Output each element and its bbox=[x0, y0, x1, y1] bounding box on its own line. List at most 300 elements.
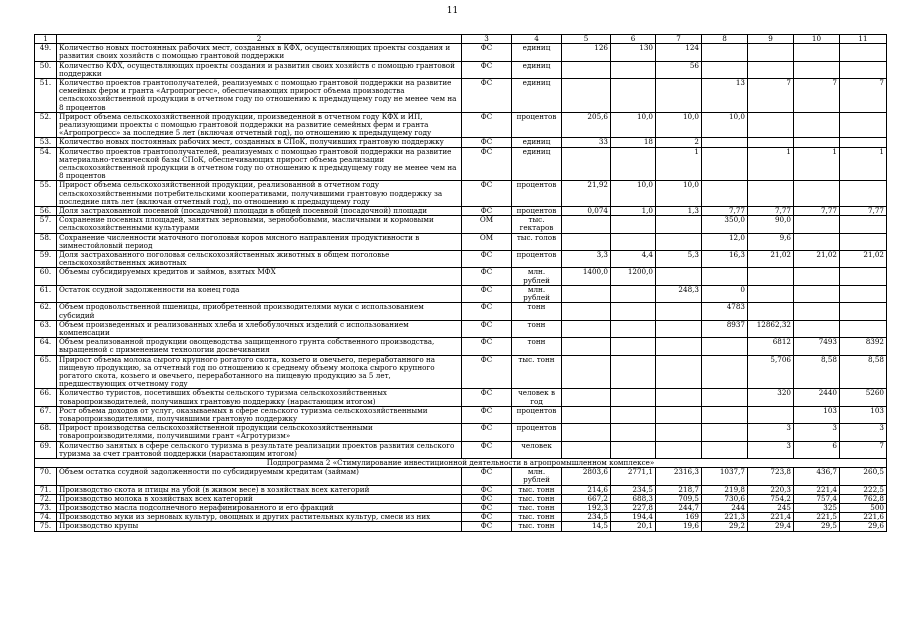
indicator-name: Объем произведенных и реализованных хлеба и хлебобулочных изделий с использованием компенсации bbox=[57, 320, 462, 337]
value-cell: 1200,0 bbox=[611, 268, 656, 285]
value-cell bbox=[656, 389, 702, 406]
indicator-name: Производство масла подсолнечного нерафинированного и его фракций bbox=[57, 503, 462, 512]
unit: тыс. тонн bbox=[512, 503, 562, 512]
value-cell: 220,3 bbox=[748, 485, 794, 494]
row-number: 69. bbox=[35, 441, 57, 458]
value-cell bbox=[562, 79, 611, 113]
value-cell: 500 bbox=[840, 503, 887, 512]
value-cell bbox=[656, 216, 702, 233]
unit: млн. рублей bbox=[512, 468, 562, 485]
value-cell: 8392 bbox=[840, 338, 887, 355]
value-cell: 12,0 bbox=[702, 233, 748, 250]
value-cell: 7 bbox=[840, 79, 887, 113]
value-cell bbox=[562, 441, 611, 458]
value-cell: 10,0 bbox=[611, 181, 656, 207]
row-number: 63. bbox=[35, 320, 57, 337]
value-cell: 762,8 bbox=[840, 494, 887, 503]
value-cell bbox=[840, 138, 887, 147]
value-cell: 221,4 bbox=[748, 513, 794, 522]
value-cell bbox=[562, 320, 611, 337]
table-row bbox=[35, 79, 887, 113]
value-cell bbox=[794, 216, 840, 233]
unit: единиц bbox=[512, 138, 562, 147]
value-cell bbox=[562, 216, 611, 233]
value-cell: 7,77 bbox=[840, 207, 887, 216]
source-code: ОМ bbox=[462, 216, 512, 233]
value-cell bbox=[748, 285, 794, 302]
value-cell: 709,5 bbox=[656, 494, 702, 503]
value-cell bbox=[794, 44, 840, 61]
value-cell: 205,6 bbox=[562, 112, 611, 138]
table-row bbox=[35, 389, 887, 406]
indicator-name: Количество проектов грантополучателей, реализуемых с помощью грантовой поддержки на развитие семейных ферм и гранта «Агропрогресс», обеспечивающих прирост объема производства сельскохозяйственной продукции в отчетном году по отношению к предыдущему году не менее чем на 8 процентов bbox=[57, 79, 462, 113]
table-row bbox=[35, 424, 887, 441]
table-row bbox=[35, 522, 887, 531]
indicator-name: Производство скота и птицы на убой (в живом весе) в хозяйствах всех категорий bbox=[57, 485, 462, 494]
unit: тонн bbox=[512, 303, 562, 320]
row-number: 72. bbox=[35, 494, 57, 503]
row-number: 60. bbox=[35, 268, 57, 285]
unit: процентов bbox=[512, 112, 562, 138]
value-cell: 4783 bbox=[702, 303, 748, 320]
value-cell bbox=[611, 406, 656, 423]
value-cell bbox=[702, 138, 748, 147]
value-cell bbox=[611, 285, 656, 302]
column-number-10: 10 bbox=[794, 35, 840, 44]
unit: единиц bbox=[512, 147, 562, 181]
table-row bbox=[35, 494, 887, 503]
value-cell bbox=[702, 389, 748, 406]
column-number-8: 8 bbox=[702, 35, 748, 44]
row-number: 51. bbox=[35, 79, 57, 113]
value-cell bbox=[656, 79, 702, 113]
column-number-2: 2 bbox=[57, 35, 462, 44]
value-cell: 169 bbox=[656, 513, 702, 522]
value-cell: 124 bbox=[656, 44, 702, 61]
table-row bbox=[35, 112, 887, 138]
table-row bbox=[35, 338, 887, 355]
row-number: 67. bbox=[35, 406, 57, 423]
row-number: 75. bbox=[35, 522, 57, 531]
indicator-name: Прирост объема молока сырого крупного рогатого скота, козьего и овечьего, переработанного на пищевую продукцию, за отчетный год по отношению к среднему объему молока сырого крупного рогатого скота, козьего и овечьего, переработанного на пищевую продукцию за 5 лет, предшествующих отчетному году bbox=[57, 355, 462, 389]
value-cell bbox=[748, 61, 794, 78]
value-cell bbox=[702, 441, 748, 458]
value-cell bbox=[702, 268, 748, 285]
value-cell bbox=[656, 406, 702, 423]
value-cell bbox=[794, 320, 840, 337]
value-cell: 6 bbox=[794, 441, 840, 458]
value-cell bbox=[840, 112, 887, 138]
table-row bbox=[35, 44, 887, 61]
indicator-name: Производство крупы bbox=[57, 522, 462, 531]
column-number-11: 11 bbox=[840, 35, 887, 44]
subprogram-title: Подпрограмма 2 «Стимулирование инвестиционной деятельности в агропромышленном комплексе» bbox=[35, 458, 887, 467]
indicator-name: Прирост производства сельскохозяйственной продукции сельскохозяйственными товаропроизводителями, получившими грант «Агротуризм» bbox=[57, 424, 462, 441]
table-row bbox=[35, 485, 887, 494]
indicator-name: Количество новых постоянных рабочих мест, созданных в КФХ, осуществляющих проекты создания и развития своих хозяйств с помощью грантовой поддержки bbox=[57, 44, 462, 61]
indicator-name: Производство молока в хозяйствах всех категорий bbox=[57, 494, 462, 503]
value-cell bbox=[748, 112, 794, 138]
value-cell bbox=[794, 303, 840, 320]
value-cell: 7493 bbox=[794, 338, 840, 355]
value-cell bbox=[748, 138, 794, 147]
unit: тыс. гектаров bbox=[512, 216, 562, 233]
value-cell bbox=[794, 61, 840, 78]
value-cell bbox=[656, 233, 702, 250]
unit: тыс. тонн bbox=[512, 494, 562, 503]
indicator-name: Доля застрахованного поголовья сельскохозяйственных животных в общем поголовье сельскохозяйственных животных bbox=[57, 251, 462, 268]
value-cell: 103 bbox=[840, 406, 887, 423]
table-row bbox=[35, 503, 887, 512]
value-cell: 245 bbox=[748, 503, 794, 512]
value-cell bbox=[611, 303, 656, 320]
source-code: ФС bbox=[462, 112, 512, 138]
value-cell: 3 bbox=[840, 424, 887, 441]
value-cell: 103 bbox=[794, 406, 840, 423]
value-cell: 260,5 bbox=[840, 468, 887, 485]
source-code: ФС bbox=[462, 503, 512, 512]
value-cell: 192,3 bbox=[562, 503, 611, 512]
indicator-name: Объем реализованной продукции овощеводства защищенного грунта собственного производства, выращенной с применением технологии досвечивания bbox=[57, 338, 462, 355]
value-cell bbox=[840, 44, 887, 61]
value-cell bbox=[562, 147, 611, 181]
value-cell: 1 bbox=[748, 147, 794, 181]
value-cell: 7,77 bbox=[794, 207, 840, 216]
table-row bbox=[35, 207, 887, 216]
value-cell bbox=[794, 268, 840, 285]
value-cell: 0,074 bbox=[562, 207, 611, 216]
value-cell: 7 bbox=[794, 79, 840, 113]
value-cell: 130 bbox=[611, 44, 656, 61]
value-cell bbox=[794, 138, 840, 147]
table-row bbox=[35, 216, 887, 233]
row-number: 52. bbox=[35, 112, 57, 138]
value-cell bbox=[611, 233, 656, 250]
source-code: ФС bbox=[462, 44, 512, 61]
value-cell bbox=[656, 424, 702, 441]
value-cell: 730,6 bbox=[702, 494, 748, 503]
value-cell: 0 bbox=[702, 285, 748, 302]
unit: процентов bbox=[512, 251, 562, 268]
value-cell bbox=[611, 216, 656, 233]
value-cell bbox=[794, 112, 840, 138]
value-cell: 667,2 bbox=[562, 494, 611, 503]
value-cell: 10,0 bbox=[656, 112, 702, 138]
value-cell: 218,7 bbox=[656, 485, 702, 494]
row-number: 54. bbox=[35, 147, 57, 181]
value-cell: 221,4 bbox=[794, 485, 840, 494]
value-cell: 227,8 bbox=[611, 503, 656, 512]
unit: тонн bbox=[512, 338, 562, 355]
value-cell bbox=[611, 338, 656, 355]
row-number: 62. bbox=[35, 303, 57, 320]
value-cell: 4,4 bbox=[611, 251, 656, 268]
value-cell: 222,5 bbox=[840, 485, 887, 494]
table-row bbox=[35, 355, 887, 389]
unit: человек bbox=[512, 441, 562, 458]
unit: тыс. тонн bbox=[512, 355, 562, 389]
row-number: 61. bbox=[35, 285, 57, 302]
value-cell: 5,706 bbox=[748, 355, 794, 389]
row-number: 59. bbox=[35, 251, 57, 268]
unit: тонн bbox=[512, 320, 562, 337]
value-cell bbox=[748, 303, 794, 320]
unit: тыс. тонн bbox=[512, 522, 562, 531]
indicator-name: Доля застрахованной посевной (посадочной) площади в общей посевной (посадочной) площади bbox=[57, 207, 462, 216]
value-cell: 29,5 bbox=[794, 522, 840, 531]
source-code: ФС bbox=[462, 207, 512, 216]
value-cell: 56 bbox=[656, 61, 702, 78]
value-cell: 754,2 bbox=[748, 494, 794, 503]
table-header-row bbox=[35, 35, 887, 44]
value-cell: 320 bbox=[748, 389, 794, 406]
row-number: 49. bbox=[35, 44, 57, 61]
unit: млн. рублей bbox=[512, 268, 562, 285]
value-cell: 2771,1 bbox=[611, 468, 656, 485]
value-cell bbox=[840, 268, 887, 285]
table-row bbox=[35, 61, 887, 78]
value-cell: 29,2 bbox=[702, 522, 748, 531]
value-cell: 723,8 bbox=[748, 468, 794, 485]
value-cell bbox=[702, 61, 748, 78]
table-row bbox=[35, 268, 887, 285]
page-number: 11 bbox=[446, 6, 459, 16]
value-cell bbox=[611, 147, 656, 181]
row-number: 71. bbox=[35, 485, 57, 494]
table-row bbox=[35, 468, 887, 485]
unit: процентов bbox=[512, 207, 562, 216]
value-cell bbox=[562, 406, 611, 423]
value-cell bbox=[611, 79, 656, 113]
source-code: ФС bbox=[462, 268, 512, 285]
row-number: 64. bbox=[35, 338, 57, 355]
row-number: 56. bbox=[35, 207, 57, 216]
source-code: ФС bbox=[462, 406, 512, 423]
table-row bbox=[35, 233, 887, 250]
value-cell: 1 bbox=[840, 147, 887, 181]
value-cell bbox=[748, 44, 794, 61]
value-cell: 6812 bbox=[748, 338, 794, 355]
unit: млн. рублей bbox=[512, 285, 562, 302]
row-number: 70. bbox=[35, 468, 57, 485]
value-cell: 20,1 bbox=[611, 522, 656, 531]
value-cell bbox=[840, 303, 887, 320]
indicator-name: Количество новых постоянных рабочих мест, созданных в СПоК, получивших грантовую поддержку bbox=[57, 138, 462, 147]
value-cell: 12862,32 bbox=[748, 320, 794, 337]
value-cell: 234,5 bbox=[562, 513, 611, 522]
value-cell: 10,0 bbox=[702, 112, 748, 138]
value-cell: 7,77 bbox=[702, 207, 748, 216]
value-cell bbox=[748, 181, 794, 207]
column-number-9: 9 bbox=[748, 35, 794, 44]
value-cell: 221,5 bbox=[794, 513, 840, 522]
indicator-name: Прирост объема сельскохозяйственной продукции, реализованной в отчетном году сельскохозяйственными потребительскими кооперативами, получившими грантовую поддержку за последние пять лет (включая отчетный год), по отношению к предыдущему году bbox=[57, 181, 462, 207]
indicator-name: Объемы субсидируемых кредитов и займов, взятых МФХ bbox=[57, 268, 462, 285]
row-number: 53. bbox=[35, 138, 57, 147]
source-code: ФС bbox=[462, 79, 512, 113]
value-cell bbox=[840, 181, 887, 207]
value-cell: 1400,0 bbox=[562, 268, 611, 285]
value-cell: 8,58 bbox=[794, 355, 840, 389]
unit: человек в год bbox=[512, 389, 562, 406]
value-cell: 7,77 bbox=[748, 207, 794, 216]
value-cell bbox=[702, 147, 748, 181]
value-cell bbox=[611, 424, 656, 441]
row-number: 73. bbox=[35, 503, 57, 512]
value-cell: 244,7 bbox=[656, 503, 702, 512]
source-code: ФС bbox=[462, 181, 512, 207]
source-code: ОМ bbox=[462, 233, 512, 250]
value-cell: 33 bbox=[562, 138, 611, 147]
source-code: ФС bbox=[462, 494, 512, 503]
value-cell: 1037,7 bbox=[702, 468, 748, 485]
indicator-name: Количество занятых в сфере сельского туризма в результате реализации проектов развития сельского туризма за счет грантовой поддержки (нарастающим итогом) bbox=[57, 441, 462, 458]
value-cell bbox=[656, 320, 702, 337]
source-code: ФС bbox=[462, 441, 512, 458]
unit: процентов bbox=[512, 181, 562, 207]
value-cell bbox=[656, 268, 702, 285]
value-cell: 2316,3 bbox=[656, 468, 702, 485]
indicator-name: Сохранение посевных площадей, занятых зерновыми, зернобобовыми, масличными и кормовыми сельскохозяйственными культурами bbox=[57, 216, 462, 233]
value-cell: 219,8 bbox=[702, 485, 748, 494]
value-cell: 2440 bbox=[794, 389, 840, 406]
indicator-name: Остаток ссудной задолженности на конец года bbox=[57, 285, 462, 302]
value-cell bbox=[562, 338, 611, 355]
value-cell bbox=[794, 285, 840, 302]
value-cell: 21,92 bbox=[562, 181, 611, 207]
value-cell bbox=[702, 424, 748, 441]
value-cell: 194,4 bbox=[611, 513, 656, 522]
indicator-name: Производство муки из зерновых культур, овощных и других растительных культур, смеси из них bbox=[57, 513, 462, 522]
row-number: 68. bbox=[35, 424, 57, 441]
column-number-4: 4 bbox=[512, 35, 562, 44]
value-cell bbox=[562, 389, 611, 406]
value-cell bbox=[840, 216, 887, 233]
value-cell: 3 bbox=[748, 441, 794, 458]
value-cell: 3 bbox=[748, 424, 794, 441]
value-cell: 3,3 bbox=[562, 251, 611, 268]
row-number: 55. bbox=[35, 181, 57, 207]
value-cell: 214,6 bbox=[562, 485, 611, 494]
value-cell bbox=[656, 338, 702, 355]
value-cell: 7 bbox=[840, 441, 887, 458]
value-cell: 21,02 bbox=[748, 251, 794, 268]
indicator-name: Прирост объема сельскохозяйственной продукции, произведенной в отчетном году КФХ и ИП, реализующими проекты с помощью грантовой поддержки на развитие семейных ферм и гранта «Агропрогресс» за последние 5 лет (включая отчетный год), по отношению к предыдущему году bbox=[57, 112, 462, 138]
source-code: ФС bbox=[462, 424, 512, 441]
value-cell bbox=[611, 441, 656, 458]
value-cell: 29,6 bbox=[840, 522, 887, 531]
value-cell: 350,0 bbox=[702, 216, 748, 233]
value-cell bbox=[611, 320, 656, 337]
row-number: 50. bbox=[35, 61, 57, 78]
table-row bbox=[35, 181, 887, 207]
indicator-name: Количество проектов грантополучателей, реализуемых с помощью грантовой поддержки на развитие материально-технической базы СПоК, обеспечивающих прирост объема реализации сельскохозяйственной продукции в отчетном году по отношению к предыдущему году не менее чем на 8 процентов bbox=[57, 147, 462, 181]
subprogram-row bbox=[35, 458, 887, 467]
row-number: 65. bbox=[35, 355, 57, 389]
value-cell bbox=[562, 233, 611, 250]
row-number: 58. bbox=[35, 233, 57, 250]
value-cell: 436,7 bbox=[794, 468, 840, 485]
row-number: 74. bbox=[35, 513, 57, 522]
indicator-name: Объем продовольственной пшеницы, приобретенной производителями муки с использованием субсидий bbox=[57, 303, 462, 320]
column-number-3: 3 bbox=[462, 35, 512, 44]
value-cell bbox=[656, 355, 702, 389]
value-cell bbox=[562, 303, 611, 320]
value-cell: 14,5 bbox=[562, 522, 611, 531]
value-cell bbox=[562, 355, 611, 389]
value-cell bbox=[840, 320, 887, 337]
value-cell: 19,6 bbox=[656, 522, 702, 531]
source-code: ФС bbox=[462, 285, 512, 302]
value-cell bbox=[702, 355, 748, 389]
indicator-name: Количество туристов, посетивших объекты сельского туризма сельскохозяйственных товаропроизводителей, получивших грантовую поддержку (нарастающим итогом) bbox=[57, 389, 462, 406]
unit: единиц bbox=[512, 79, 562, 113]
row-number: 57. bbox=[35, 216, 57, 233]
source-code: ФС bbox=[462, 303, 512, 320]
value-cell: 21,02 bbox=[840, 251, 887, 268]
indicators-table bbox=[34, 34, 887, 532]
unit: единиц bbox=[512, 61, 562, 78]
table-row bbox=[35, 320, 887, 337]
value-cell: 2 bbox=[656, 138, 702, 147]
unit: тыс. голов bbox=[512, 233, 562, 250]
value-cell bbox=[702, 44, 748, 61]
unit: тыс. тонн bbox=[512, 485, 562, 494]
unit: единиц bbox=[512, 44, 562, 61]
value-cell bbox=[748, 406, 794, 423]
value-cell: 688,3 bbox=[611, 494, 656, 503]
value-cell: 221,6 bbox=[840, 513, 887, 522]
source-code: ФС bbox=[462, 468, 512, 485]
source-code: ФС bbox=[462, 513, 512, 522]
indicator-name: Рост объема доходов от услуг, оказываемых в сфере сельского туризма сельскохозяйственными товаропроизводителями, получившими грантовую поддержку bbox=[57, 406, 462, 423]
value-cell: 10,0 bbox=[656, 181, 702, 207]
table-row bbox=[35, 513, 887, 522]
value-cell bbox=[748, 268, 794, 285]
value-cell: 2803,6 bbox=[562, 468, 611, 485]
value-cell bbox=[794, 181, 840, 207]
value-cell bbox=[702, 338, 748, 355]
value-cell: 248,3 bbox=[656, 285, 702, 302]
source-code: ФС bbox=[462, 251, 512, 268]
table-row bbox=[35, 441, 887, 458]
value-cell: 90,0 bbox=[748, 216, 794, 233]
indicator-name: Количество КФХ, осуществляющих проекты создания и развития своих хозяйств с помощью грантовой поддержки bbox=[57, 61, 462, 78]
unit: процентов bbox=[512, 424, 562, 441]
value-cell: 244 bbox=[702, 503, 748, 512]
value-cell: 1 bbox=[794, 147, 840, 181]
value-cell: 325 bbox=[794, 503, 840, 512]
source-code: ФС bbox=[462, 61, 512, 78]
value-cell: 9,6 bbox=[748, 233, 794, 250]
value-cell bbox=[840, 233, 887, 250]
table-row bbox=[35, 285, 887, 302]
value-cell bbox=[562, 424, 611, 441]
source-code: ФС bbox=[462, 355, 512, 389]
table-row bbox=[35, 303, 887, 320]
indicator-name: Сохранение численности маточного поголовья коров мясного направления продуктивности в зимнестойловый период bbox=[57, 233, 462, 250]
value-cell bbox=[611, 61, 656, 78]
value-cell bbox=[840, 61, 887, 78]
value-cell: 16,3 bbox=[702, 251, 748, 268]
source-code: ФС bbox=[462, 522, 512, 531]
value-cell: 221,3 bbox=[702, 513, 748, 522]
value-cell bbox=[656, 303, 702, 320]
column-number-7: 7 bbox=[656, 35, 702, 44]
value-cell: 13 bbox=[702, 79, 748, 113]
column-number-6: 6 bbox=[611, 35, 656, 44]
value-cell bbox=[840, 285, 887, 302]
